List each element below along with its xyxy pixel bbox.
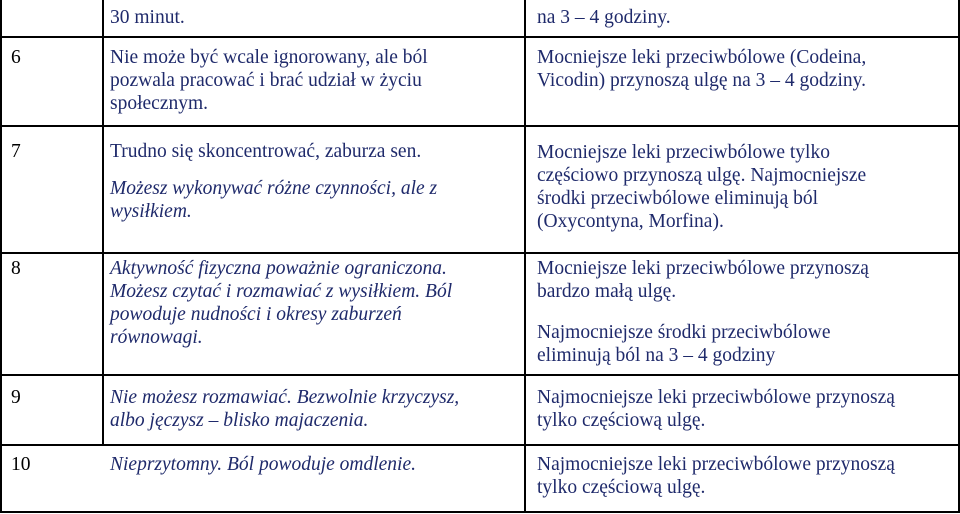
table-bottom-border: [0, 511, 960, 513]
row-divider: [0, 374, 960, 376]
row-divider: [0, 444, 960, 446]
row-divider: [0, 36, 960, 38]
row-7-description-main: Trudno się skoncentrować, zaburza sen.: [110, 141, 422, 162]
row-0-treatment: na 3 – 4 godziny.: [537, 7, 671, 28]
row-10-description: Nieprzytomny. Ból powoduje omdlenie.: [110, 454, 417, 475]
row-0-description: 30 minut.: [110, 7, 185, 28]
row-8-treatment-strongest: Najmocniejsze środki przeciwbólowe eliminują ból na 3 – 4 godziny: [537, 322, 831, 366]
description-column-divider: [524, 0, 526, 513]
row-divider: [0, 125, 960, 127]
row-7-treatment: Mocniejsze leki przeciwbólowe tylko częściowo przynoszą ulgę. Najmocniejsze środki przeciwbólowe eliminują ból (Oxycontyna, Morfina).: [537, 142, 867, 232]
row-8-treatment-main: Mocniejsze leki przeciwbólowe przynoszą bardzo małą ulgę.: [537, 258, 869, 302]
row-9-treatment: Najmocniejsze leki przeciwbólowe przynoszą tylko częściową ulgę.: [537, 387, 895, 431]
table-left-border: [0, 0, 2, 513]
number-column-divider: [102, 0, 104, 446]
row-6-treatment: Mocniejsze leki przeciwbólowe (Codeina, Vicodin) przynoszą ulgę na 3 – 4 godziny.: [537, 47, 867, 91]
row-9-number: 9: [11, 387, 21, 408]
row-10-number: 10: [11, 454, 31, 475]
row-9-description: Nie możesz rozmawiać. Bezwolnie krzyczysz, albo jęczysz – blisko majaczenia.: [110, 387, 460, 431]
row-7-description-detail: Możesz wykonywać różne czynności, ale z wysiłkiem.: [110, 178, 438, 222]
row-7-number: 7: [11, 141, 21, 162]
row-divider: [0, 252, 960, 254]
row-8-description: Aktywność fizyczna poważnie ograniczona. Możesz czytać i rozmawiać z wysiłkiem. Ból powoduje nudności i okresy zaburzeń równowagi.: [110, 258, 453, 348]
row-6-number: 6: [11, 47, 21, 68]
row-8-number: 8: [11, 258, 21, 279]
row-10-treatment: Najmocniejsze leki przeciwbólowe przynoszą tylko częściową ulgę.: [537, 454, 895, 498]
row-6-description: Nie może być wcale ignorowany, ale ból pozwala pracować i brać udział w życiu społecznym.: [110, 47, 428, 114]
